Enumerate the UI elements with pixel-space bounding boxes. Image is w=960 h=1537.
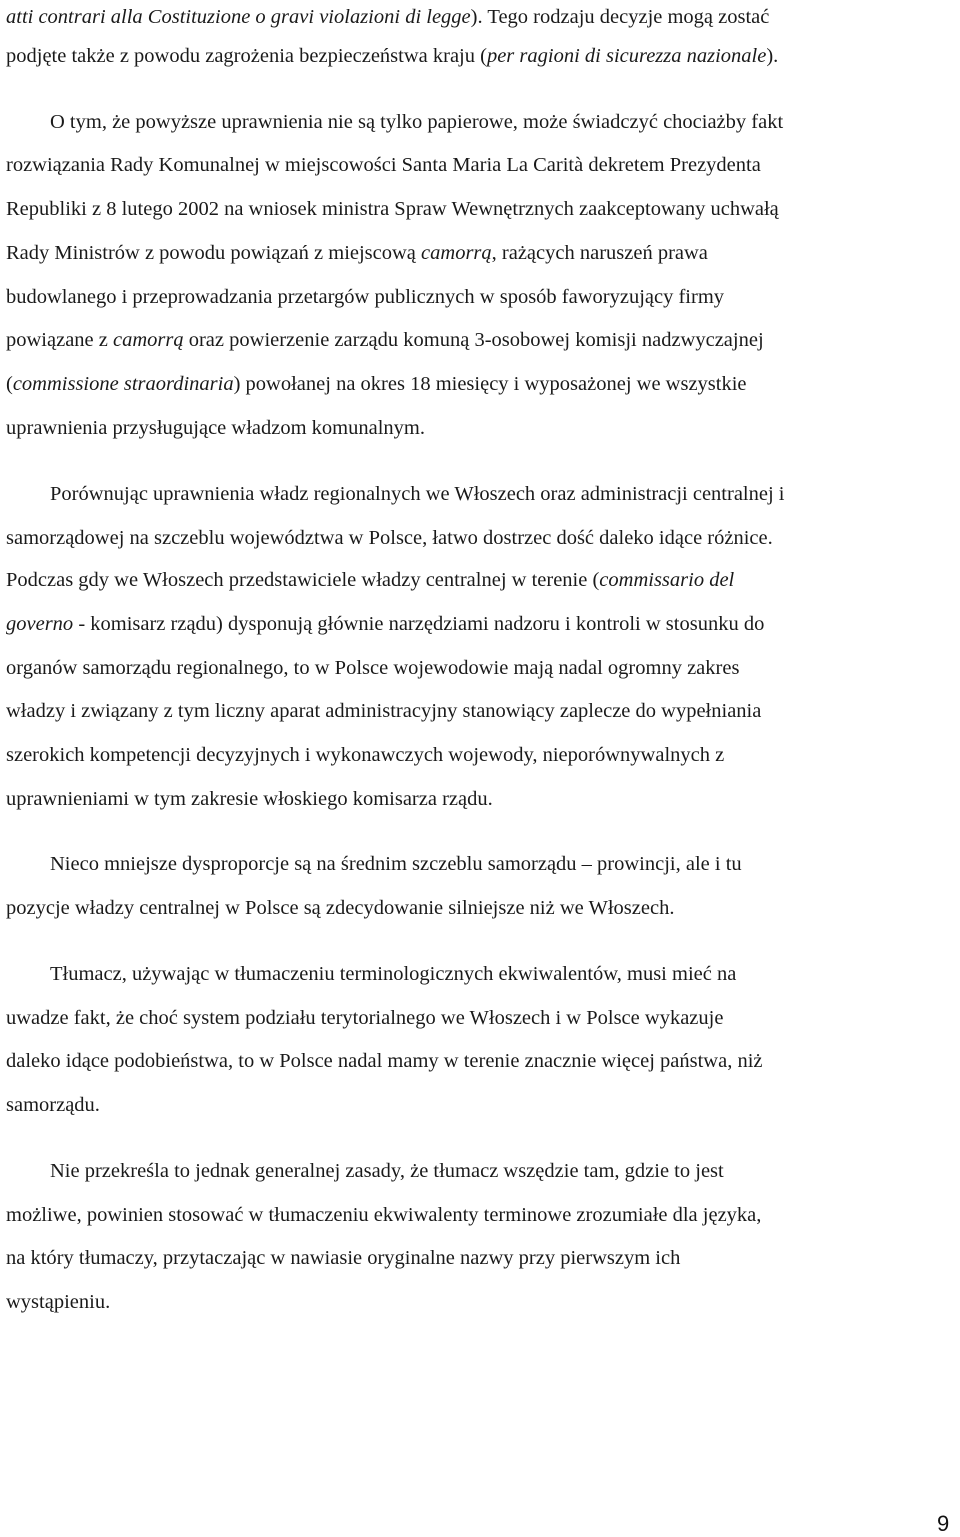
italic-phrase: atti contrari alla Costituzione o gravi violazioni di legge bbox=[6, 6, 471, 28]
paragraph-5-line-4: wystąpieniu. bbox=[6, 1291, 111, 1313]
text-segment: ) powołanej na okres 18 miesięcy i wyposażonej we wszystkie bbox=[233, 373, 747, 395]
text-segment: Podczas gdy we Włoszech przedstawiciele władzy centralnej w terenie ( bbox=[6, 569, 600, 591]
paragraph-3-line-1: Nieco mniejsze dysproporcje są na średnim szczeblu samorządu – prowincji, ale i tu bbox=[50, 853, 742, 875]
italic-phrase: commissario del bbox=[599, 569, 735, 591]
italic-phrase: per ragioni di sicurezza nazionale bbox=[486, 45, 767, 67]
paragraph-2-line-3 bbox=[6, 567, 734, 593]
text-segment: ( bbox=[6, 373, 13, 395]
text-segment: , rażących naruszeń prawa bbox=[491, 242, 708, 264]
text-segment: ). Tego rodzaju decyzje mogą zostać bbox=[470, 6, 770, 28]
paragraph-2-line-5: organów samorządu regionalnego, to w Polsce wojewodowie mają nadal ogromny zakres bbox=[6, 657, 740, 679]
paragraph-4-line-1: Tłumacz, używając w tłumaczeniu terminologicznych ekwiwalentów, musi mieć na bbox=[50, 963, 737, 985]
text-segment: oraz powierzenie zarządu komuną 3-osobowej komisji nadzwyczajnej bbox=[183, 329, 764, 351]
paragraph-1-line-1: O tym, że powyższe uprawnienia nie są tylko papierowe, może świadczyć chociażby fakt bbox=[50, 111, 784, 133]
paragraph-5-line-3: na który tłumaczy, przytaczając w nawiasie oryginalne nazwy przy pierwszym ich bbox=[6, 1247, 681, 1269]
paragraph-continuation-line-2 bbox=[6, 43, 778, 69]
text-segment: powiązane z bbox=[6, 329, 113, 351]
paragraph-4-line-2: uwadze fakt, że choć system podziału terytorialnego we Włoszech i w Polsce wykazuje bbox=[6, 1007, 724, 1029]
paragraph-1-line-3: Republiki z 8 lutego 2002 na wniosek ministra Spraw Wewnętrznych zaakceptowany uchwałą bbox=[6, 198, 779, 220]
paragraph-1-line-5: budowlanego i przeprowadzania przetargów publicznych w sposób faworyzujący firmy bbox=[6, 286, 725, 308]
paragraph-2-line-1: Porównując uprawnienia władz regionalnych we Włoszech oraz administracji centralnej i bbox=[50, 483, 785, 505]
paragraph-1-line-6 bbox=[6, 327, 764, 353]
text-segment: podjęte także z powodu zagrożenia bezpieczeństwa kraju ( bbox=[6, 45, 487, 67]
paragraph-2-line-7: szerokich kompetencji decyzyjnych i wykonawczych wojewody, nieporównywalnych z bbox=[6, 744, 725, 766]
paragraph-2-line-4 bbox=[6, 611, 764, 637]
paragraph-1-line-8: uprawnienia przysługujące władzom komunalnym. bbox=[6, 417, 425, 439]
italic-phrase: camorrą bbox=[421, 242, 492, 264]
text-segment: Rady Ministrów z powodu powiązań z miejscową bbox=[6, 242, 422, 264]
paragraph-continuation-line-1 bbox=[6, 4, 769, 30]
paragraph-4-line-4: samorządu. bbox=[6, 1094, 100, 1116]
page-number: 9 bbox=[937, 1511, 950, 1536]
italic-phrase: camorrą bbox=[113, 329, 184, 351]
paragraph-2-line-8: uprawnieniami w tym zakresie włoskiego komisarza rządu. bbox=[6, 788, 493, 810]
paragraph-4-line-3: daleko idące podobieństwa, to w Polsce nadal mamy w terenie znacznie więcej państwa, niż bbox=[6, 1050, 763, 1072]
paragraph-1-line-2: rozwiązania Rady Komunalnej w miejscowości Santa Maria La Carità dekretem Prezydenta bbox=[6, 154, 761, 176]
italic-phrase: commissione straordinaria bbox=[12, 373, 234, 395]
paragraph-2-line-6: władzy i związany z tym liczny aparat administracyjny stanowiący zaplecze do wypełniania bbox=[6, 700, 762, 722]
paragraph-2-line-2: samorządowej na szczeblu województwa w Polsce, łatwo dostrzec dość daleko idące różnice. bbox=[6, 527, 773, 549]
text-segment: ). bbox=[766, 45, 779, 67]
paragraph-5-line-1: Nie przekreśla to jednak generalnej zasady, że tłumacz wszędzie tam, gdzie to jest bbox=[50, 1160, 724, 1182]
paragraph-1-line-7 bbox=[6, 371, 747, 397]
paragraph-1-line-4 bbox=[6, 240, 708, 266]
paragraph-3-line-2: pozycje władzy centralnej w Polsce są zdecydowanie silniejsze niż we Włoszech. bbox=[6, 897, 675, 919]
paragraph-5-line-2: możliwe, powinien stosować w tłumaczeniu ekwiwalenty terminowe zrozumiałe dla języka, bbox=[6, 1204, 762, 1226]
italic-phrase: governo bbox=[6, 613, 74, 635]
text-segment: - komisarz rządu) dysponują głównie narzędziami nadzoru i kontroli w stosunku do bbox=[73, 613, 765, 635]
